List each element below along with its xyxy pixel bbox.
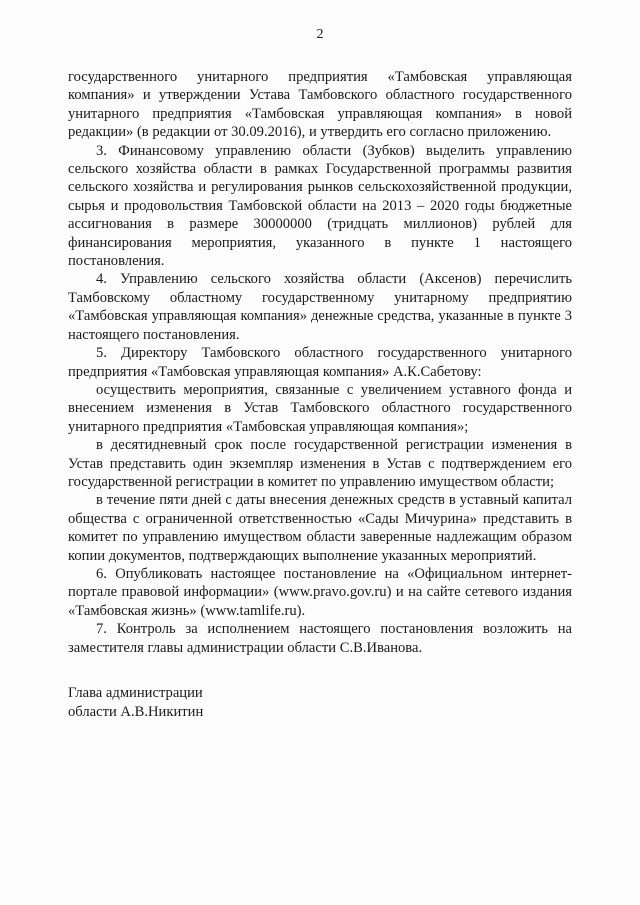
page-number: 2 <box>316 27 324 42</box>
paragraph-subitem-2: в десятидневный срок после государственной регистрации изменения в Устав представить один экземпляр изменения в Устав с подтверждением его государственной регистрации в комитет по управлению имуществом области; <box>68 437 572 490</box>
signature-block <box>68 684 368 721</box>
paragraph-subitem-3: в течение пяти дней с даты внесения денежных средств в уставный капитал общества с ограниченной ответственностью «Сады Мичурина» представить в комитет по управлению имуществом области заверенные надлежащим образом копии документов, подтверждающих выполнение указанных мероприятий. <box>68 492 572 564</box>
signature-name: области А.В.Никитин <box>68 703 204 720</box>
paragraph-item-6: 6. Опубликовать настоящее постановление на «Официальном интернет-портале правовой информации» (www.pravo.gov.ru) и на сайте сетевого издания «Тамбовская жизнь» (www.tamlife.ru). <box>68 565 572 619</box>
paragraph-item-7: 7. Контроль за исполнением настоящего постановления возложить на заместителя главы администрации области С.В.Иванова. <box>68 621 572 656</box>
paragraph-subitem-1: осуществить мероприятия, связанные с увеличением уставного фонда и внесением изменения в Устав Тамбовского областного государственного унитарного предприятия «Тамбовская управляющая компания»; <box>68 381 572 435</box>
signature-title: Глава администрации <box>68 685 203 701</box>
paragraph-item-3: 3. Финансовому управлению области (Зубков) выделить управлению сельского хозяйства области в рамках Государственной программы развития сельского хозяйства и регулирования рынков сельскохозяйственной продукции, сырья и продовольствия Тамбовской области на 2013 – 2020 годы бюджетные ассигнования в размере 30000000 (тридцать миллионов) рублей для финансирования мероприятия, указанного в пункте 1 настоящего постановления. <box>68 142 572 270</box>
paragraph-continuation: государственного унитарного предприятия «Тамбовская управляющая компания» и утверждении Устава Тамбовского областного государственного унитарного предприятия «Тамбовская управляющая компания» в новой редакции» (в редакции от 30.09.2016), и утвердить его согласно приложению. <box>68 69 572 141</box>
paragraph-item-5: 5. Директору Тамбовского областного государственного унитарного предприятия «Тамбовская управляющая компания» А.К.Сабетову: <box>68 345 572 380</box>
paragraph-item-4: 4. Управлению сельского хозяйства области (Аксенов) перечислить Тамбовскому областному государственному унитарному предприятию «Тамбовская управляющая компания» денежные средства, указанные в пункте 3 настоящего постановления. <box>68 271 572 343</box>
document-body <box>68 68 572 657</box>
